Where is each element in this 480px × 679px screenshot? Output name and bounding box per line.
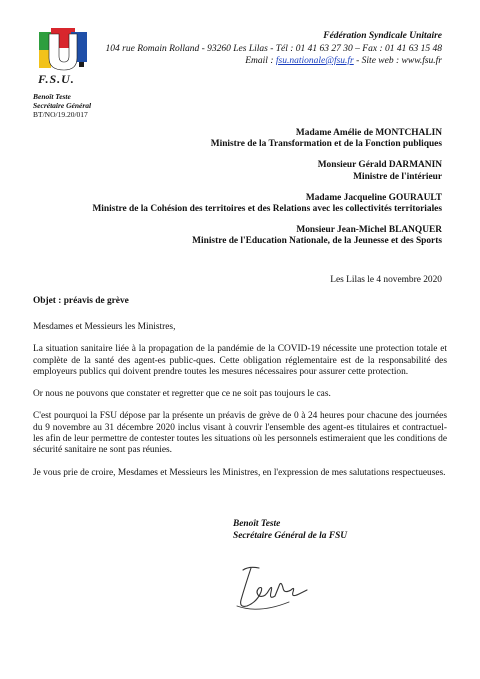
handwritten-signature [229, 562, 319, 614]
recipient [92, 128, 442, 150]
recipients-block [92, 128, 442, 258]
paragraph: Je vous prie de croire, Mesdames et Messieurs les Ministres, en l'expression de mes salutations respectueuses. [33, 467, 446, 478]
organization-name: Fédération Syndicale Unitaire [323, 31, 442, 41]
recipient-name: Monsieur Gérald DARMANIN [317, 160, 442, 171]
recipient-title: Ministre de l'intérieur [353, 171, 442, 182]
sender-role: Secrétaire Général [33, 101, 92, 110]
reference: BT/NO/19.20/017 [33, 110, 88, 119]
letter-body [33, 322, 447, 490]
signatory-role: Secrétaire Général de la FSU [233, 531, 348, 541]
recipient [92, 160, 442, 182]
recipient-title: Ministre de l'Education Nationale, de la Jeunesse et des Sports [192, 236, 442, 247]
recipient-name: Monsieur Jean-Michel BLANQUER [296, 225, 442, 236]
subject-line: Objet : préavis de grève [33, 296, 129, 306]
sender-name: Benoît Teste [33, 92, 71, 101]
address-line: 104 rue Romain Rolland - 93260 Les Lilas - Tél : 01 41 63 27 30 – Fax : 01 41 63 15 48 [105, 43, 442, 54]
recipient [92, 225, 442, 247]
paragraph: Or nous ne pouvons que constater et regretter que ce ne soit pas toujours le cas. [33, 389, 331, 400]
recipient-title: Ministre de la Transformation et de la Fonction publiques [210, 139, 442, 150]
letterhead [106, 30, 442, 68]
contact-line [106, 55, 442, 68]
website-text: www.fsu.fr [401, 56, 442, 66]
recipient [92, 193, 442, 215]
signatory-name: Benoît Teste [233, 519, 281, 529]
paragraph: La situation sanitaire liée à la propagation de la pandémie de la COVID-19 nécessite une protection totale et complète de la santé des agent-es public-ques. Cette obligation réglementaire est de la responsabilité des employeurs publics qui doivent prendre toutes les mesures nécessaires pour assurer cette protection. [33, 344, 447, 377]
web-label: - Site web : [356, 56, 400, 66]
logo-subtitle: F.S.U. [38, 72, 75, 86]
recipient-name: Madame Jacqueline GOURAULT [305, 192, 442, 203]
email-label: Email : [245, 56, 274, 66]
salutation: Mesdames et Messieurs les Ministres, [33, 322, 176, 332]
recipient-title: Ministre de la Cohésion des territoires et des Relations avec les collectivités territoriales [92, 204, 442, 215]
recipient-name: Madame Amélie de MONTCHALIN [295, 128, 442, 138]
place-date: Les Lilas le 4 novembre 2020 [330, 275, 442, 285]
sender-block [33, 92, 91, 119]
signature-block [233, 518, 347, 542]
email-link[interactable]: fsu.nationale@fsu.fr [275, 56, 354, 66]
paragraph: C'est pourquoi la FSU dépose par la présente un préavis de grève de 0 à 24 heures pour chacune des journées du 9 novembre au 31 décembre 2020 inclus visant à couvrir l'ensemble des agent-es titulaires et contractuel-les afin de leur permettre de contester toutes les situations où les personnels estimeraient que les conditions de sécurité sanitaire ne sont pas réunies. [33, 411, 447, 456]
